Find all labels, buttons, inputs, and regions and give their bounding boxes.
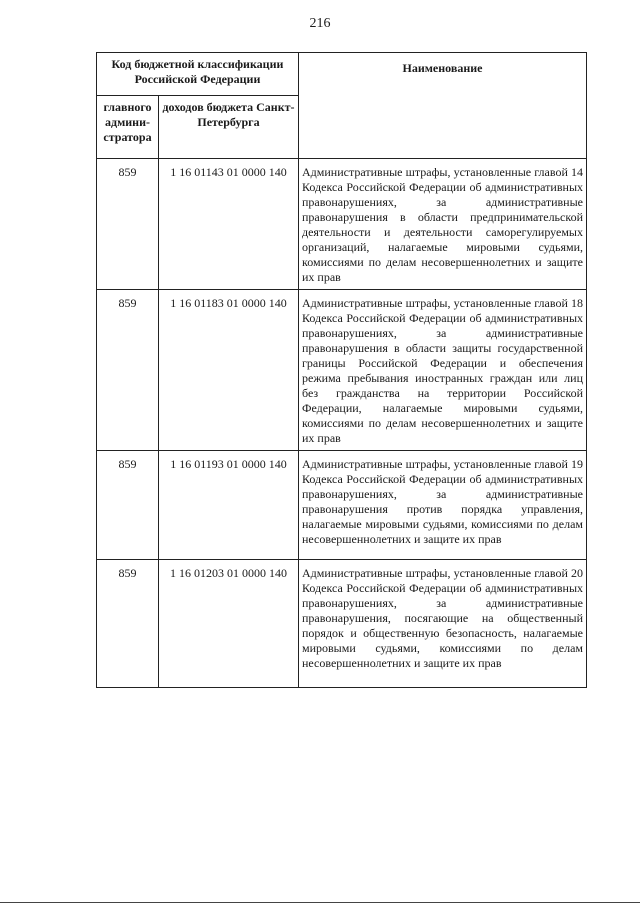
revenue-code-cell: 1 16 01203 01 0000 140 (159, 560, 299, 688)
table-row (97, 159, 587, 290)
revenue-code-cell: 1 16 01143 01 0000 140 (159, 159, 299, 290)
revenue-code-cell: 1 16 01193 01 0000 140 (159, 451, 299, 560)
header-name: Наименование (299, 53, 587, 159)
header-revenue-code: доходов бюджета Санкт-Петербурга (159, 96, 299, 159)
admin-code-cell: 859 (97, 290, 159, 451)
table-row (97, 451, 587, 560)
table-row (97, 560, 587, 688)
revenue-code-cell: 1 16 01183 01 0000 140 (159, 290, 299, 451)
name-cell: Административные штрафы, установленные главой 14 Кодекса Российской Федерации об административных правонарушениях, за административные правонарушения в области предпринимательской деятельности и деятельности саморегулируемых организаций, налагаемые мировыми судьями, комиссиями по делам несовершеннолетних и защите их прав (299, 159, 587, 290)
name-cell: Административные штрафы, установленные главой 20 Кодекса Российской Федерации об административных правонарушениях, за административные правонарушения, посягающие на общественный порядок и общественную безопасность, налагаемые мировыми судьями, комиссиями по делам несовершеннолетних и защите их прав (299, 560, 587, 688)
admin-code-cell: 859 (97, 159, 159, 290)
budget-classification-table (96, 52, 587, 688)
admin-code-cell: 859 (97, 560, 159, 688)
header-chief-administrator: главного админи-стратора (97, 96, 159, 159)
scan-edge-line (0, 902, 640, 903)
page-number: 216 (309, 16, 331, 31)
name-cell: Административные штрафы, установленные главой 19 Кодекса Российской Федерации об административных правонарушениях, за административные правонарушения против порядка управления, налагаемые мировыми судьями, комиссиями по делам несовершеннолетних и защите их прав (299, 451, 587, 560)
admin-code-cell: 859 (97, 451, 159, 560)
header-budget-classification-code: Код бюджетной классификации Российской Федерации (97, 53, 299, 96)
table-row (97, 290, 587, 451)
name-cell: Административные штрафы, установленные главой 18 Кодекса Российской Федерации об административных правонарушениях, за административные правонарушения в области защиты государственной границы Российской Федерации и обеспечения режима пребывания иностранных граждан или лиц без гражданства на территории Российской Федерации, налагаемые мировыми судьями, комиссиями по делам несовершеннолетних и защите их прав (299, 290, 587, 451)
